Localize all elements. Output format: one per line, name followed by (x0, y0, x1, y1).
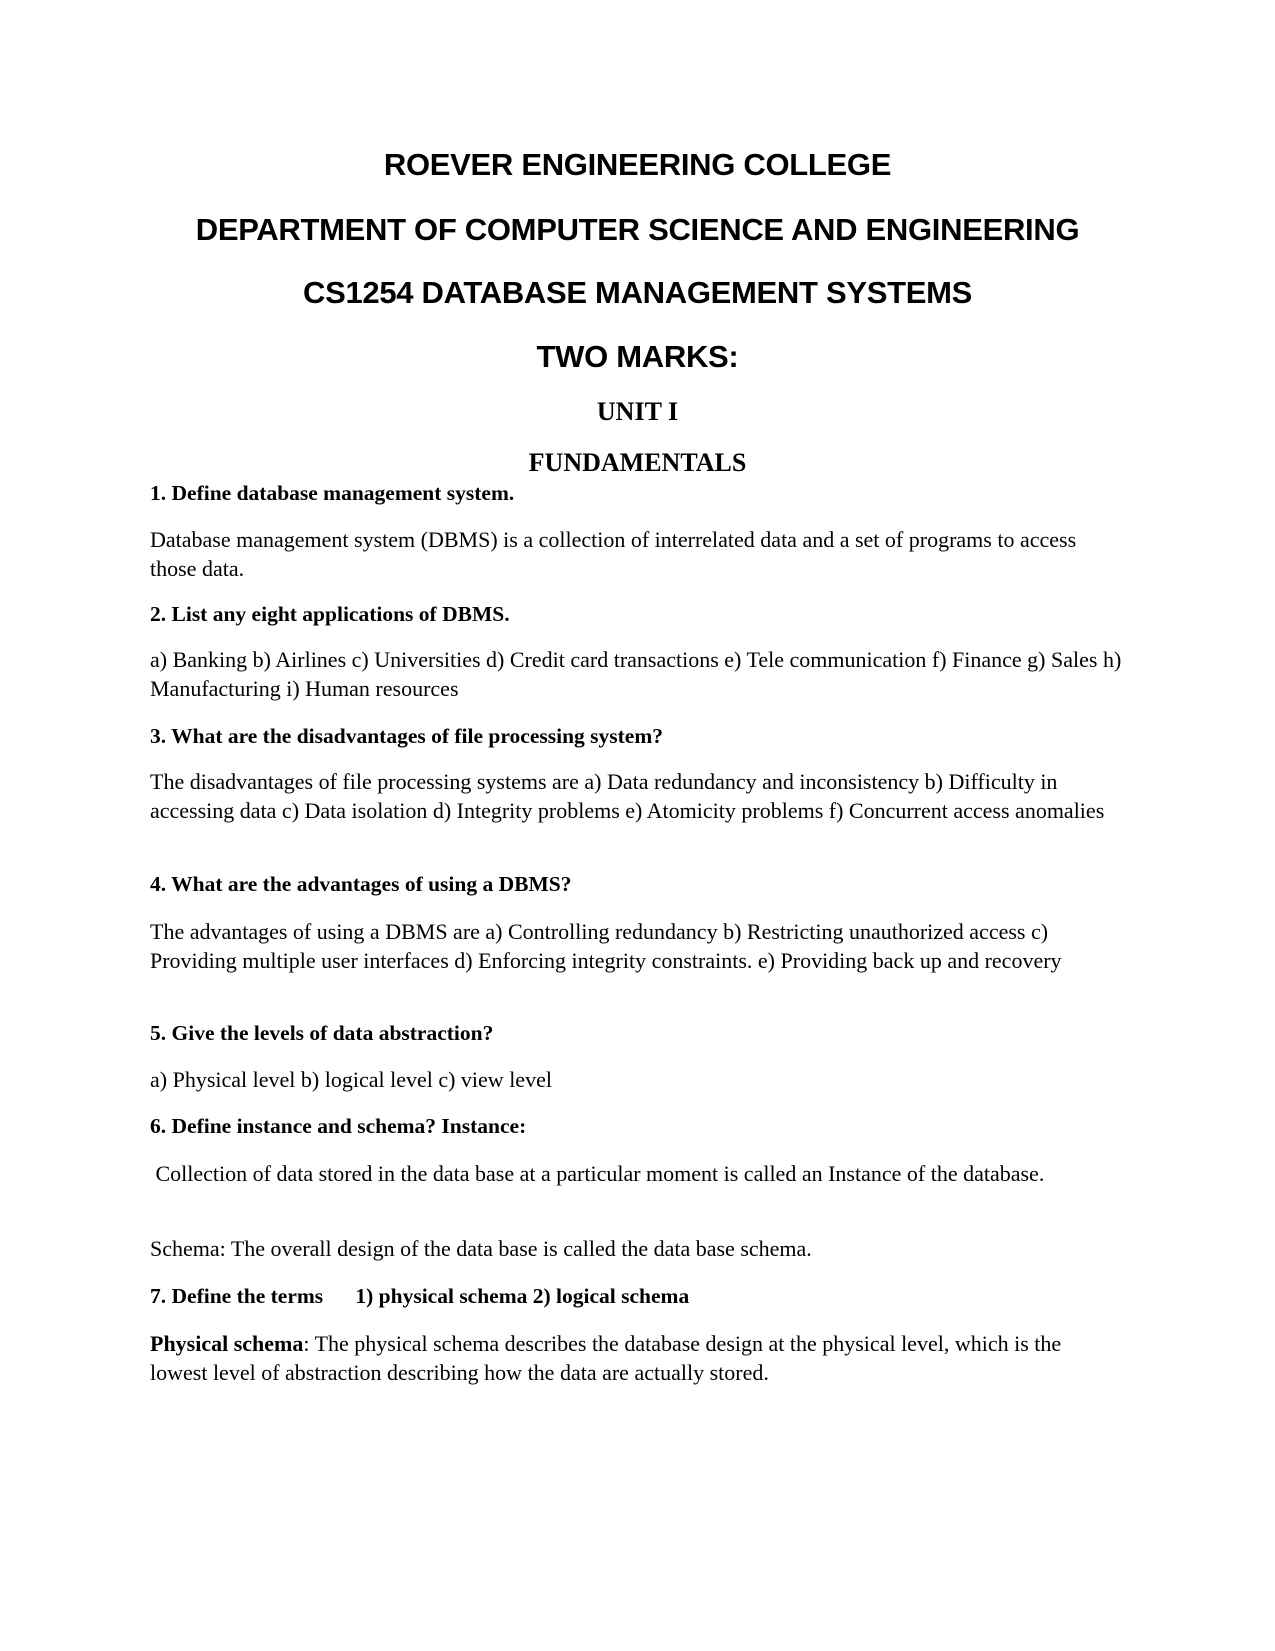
question-3: 3. What are the disadvantages of file processing system? (150, 724, 664, 748)
unit-number: UNIT I (596, 397, 679, 426)
question-5: 5. Give the levels of data abstraction? (150, 1021, 494, 1045)
answer-7 (150, 1330, 1122, 1387)
answer-3: The disadvantages of file processing systems are a) Data redundancy and inconsistency b) Difficulty in accessing data c) Data isolation d) Integrity problems e) Atomicity problems f) Concurrent access anomalies (150, 769, 1105, 823)
department-name: DEPARTMENT OF COMPUTER SCIENCE AND ENGINEERING (195, 212, 1080, 247)
question-4: 4. What are the advantages of using a DBMS? (150, 872, 572, 896)
course-title: CS1254 DATABASE MANAGEMENT SYSTEMS (302, 275, 973, 310)
answer-5: a) Physical level b) logical level c) view level (150, 1067, 552, 1092)
answer-6-schema: Schema: The overall design of the data base is called the data base schema. (150, 1236, 812, 1261)
question-1: 1. Define database management system. (150, 481, 515, 505)
section-title: TWO MARKS: (536, 339, 739, 374)
question-2: 2. List any eight applications of DBMS. (150, 602, 510, 626)
question-6: 6. Define instance and schema? Instance: (150, 1114, 527, 1138)
unit-title: FUNDAMENTALS (528, 448, 747, 477)
answer-2: a) Banking b) Airlines c) Universities d) Credit card transactions e) Tele communication f) Finance g) Sales h) Manufacturing i) Human resources (150, 647, 1122, 701)
answer-4: The advantages of using a DBMS are a) Controlling redundancy b) Restricting unauthorized access c) Providing multiple user interfaces d) Enforcing integrity constraints. e) Providing back up and recovery (150, 919, 1062, 973)
answer-6-instance: Collection of data stored in the data base at a particular moment is called an Instance of the database. (150, 1161, 1045, 1186)
question-7: 7. Define the terms 1) physical schema 2) logical schema (150, 1284, 690, 1308)
answer-7-term: Physical schema (150, 1331, 304, 1356)
answer-7-text: : The physical schema describes the database design at the physical level, which is the lowest level of abstraction describing how the data are actually stored. (150, 1331, 1062, 1385)
college-name: ROEVER ENGINEERING COLLEGE (383, 147, 892, 182)
answer-1: Database management system (DBMS) is a collection of interrelated data and a set of programs to access those data. (150, 527, 1077, 581)
